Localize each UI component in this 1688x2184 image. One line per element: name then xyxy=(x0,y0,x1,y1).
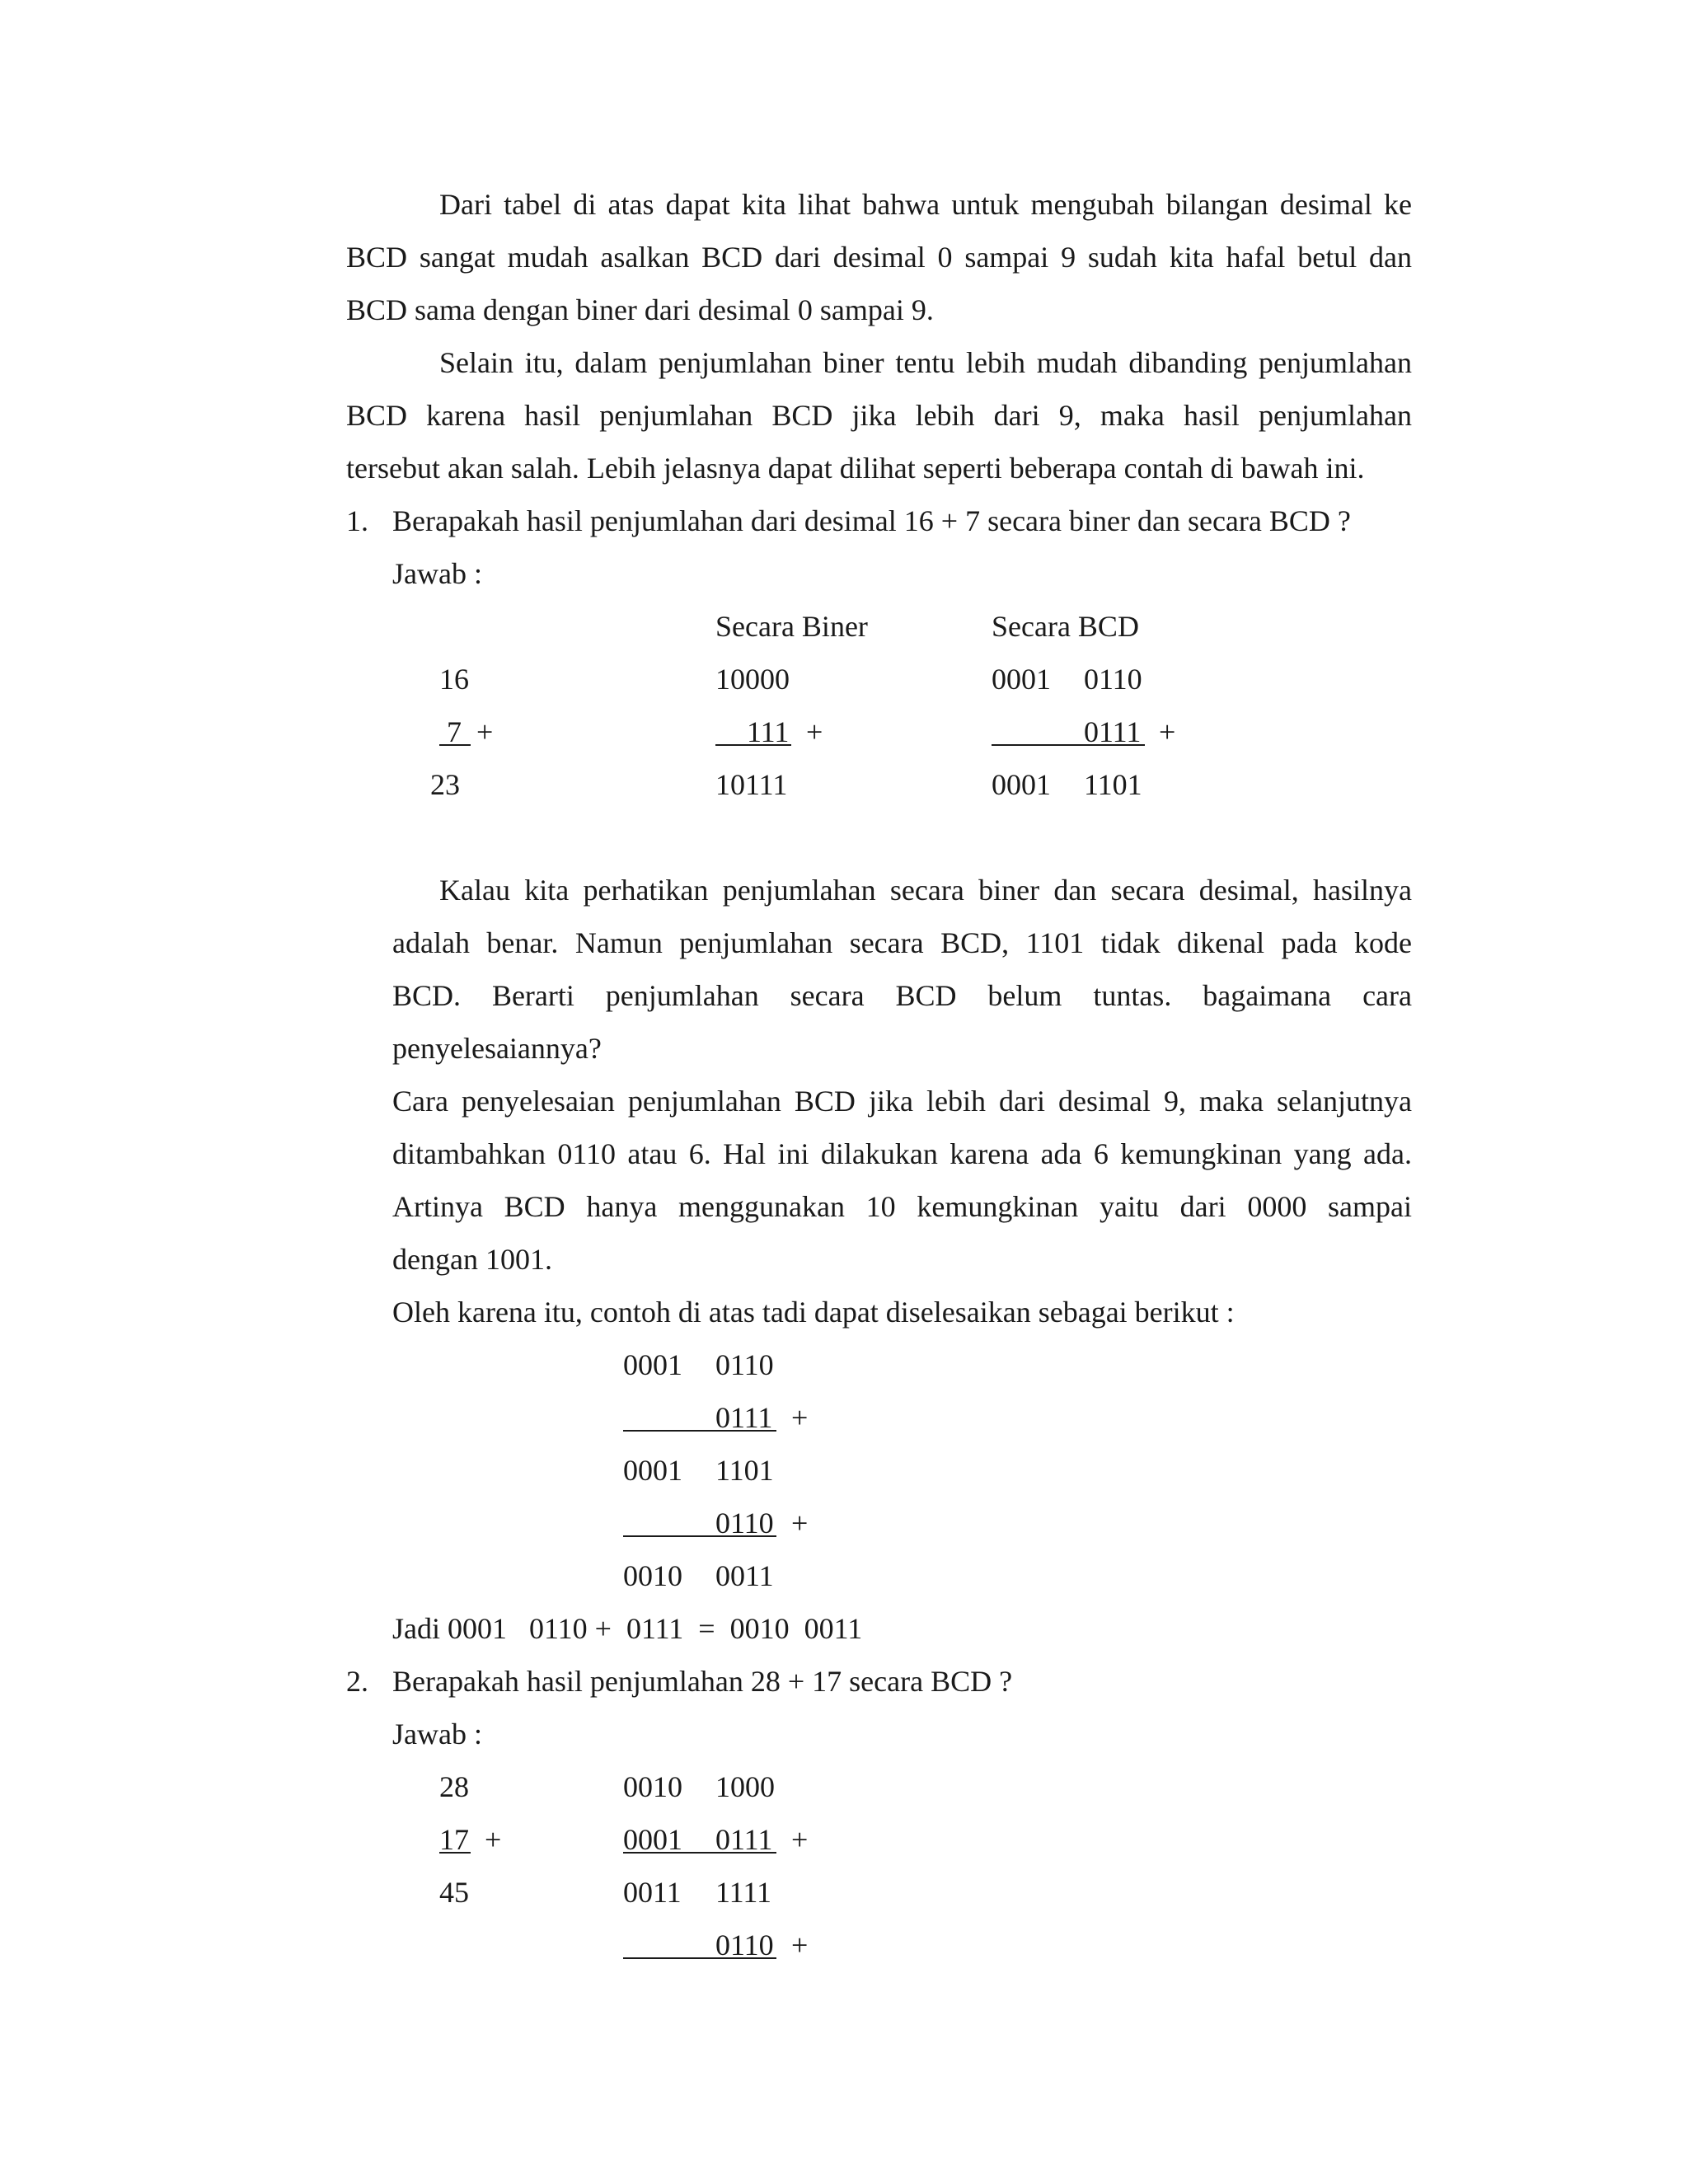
sol1-conclusion: Jadi 0001 0110 + 0111 = 0010 0011 xyxy=(392,1612,863,1645)
q2-bcd-3a: 0011 xyxy=(623,1876,682,1909)
q2-bcd-underline-2 xyxy=(623,1957,776,1959)
q2-bcd-underline-1 xyxy=(623,1852,776,1854)
sol1-row3a: 0001 xyxy=(623,1454,682,1487)
q1-decimal-2: 7 xyxy=(447,715,462,748)
q1-header-bcd: Secara BCD xyxy=(992,610,1139,643)
sol1-row5a: 0010 xyxy=(623,1559,682,1592)
explain-p2-line-3: Artinya BCD hanya menggunakan 10 kemungkinan yaitu dari 0000 sampai xyxy=(392,1190,1412,1223)
q2-decimal-1: 28 xyxy=(439,1770,469,1803)
explain-p2-line-4: dengan 1001. xyxy=(392,1243,552,1276)
q2-decimal-plus: + xyxy=(485,1823,502,1856)
q2-bcd-1b: 1000 xyxy=(715,1770,775,1803)
explain-p2-line-2: ditambahkan 0110 atau 6. Hal ini dilakukan karena ada 6 kemungkinan yang ada. xyxy=(392,1137,1412,1170)
q1-question: Berapakah hasil penjumlahan dari desimal 16 + 7 secara biner dan secara BCD ? xyxy=(392,504,1351,537)
intro-p2-line-3: tersebut akan salah. Lebih jelasnya dapat dilihat seperti beberapa contah di bawah ini. xyxy=(346,452,1365,485)
explain-p1-line-1: Kalau kita perhatikan penjumlahan secara biner dan secara desimal, hasilnya xyxy=(439,874,1412,907)
q1-bcd-3b: 1101 xyxy=(1084,768,1142,801)
intro-p2-line-2: BCD karena hasil penjumlahan BCD jika lebih dari 9, maka hasil penjumlahan xyxy=(346,399,1412,432)
q2-bcd-2b: 0111 xyxy=(715,1823,773,1856)
explain-p3: Oleh karena itu, contoh di atas tadi dapat diselesaikan sebagai berikut : xyxy=(392,1296,1235,1329)
q1-bcd-1a: 0001 xyxy=(992,663,1051,696)
sol1-plus-1: + xyxy=(791,1401,809,1434)
q1-bcd-underline xyxy=(992,744,1145,746)
sol1-row2b: 0111 xyxy=(715,1401,773,1434)
q1-bcd-plus: + xyxy=(1159,715,1176,748)
q1-header-binary: Secara Biner xyxy=(715,610,868,643)
explain-p1-line-3: BCD. Berarti penjumlahan secara BCD belum tuntas. bagaimana cara xyxy=(392,979,1412,1012)
q1-binary-2: 111 xyxy=(747,715,790,748)
sol1-row1b: 0110 xyxy=(715,1348,774,1381)
q2-decimal-underline xyxy=(439,1852,471,1854)
sol1-row4b: 0110 xyxy=(715,1507,774,1540)
q2-number: 2. xyxy=(346,1665,368,1698)
q1-binary-3: 10111 xyxy=(715,768,788,801)
explain-p1-line-4: penyelesaiannya? xyxy=(392,1032,602,1065)
q2-bcd-4b: 0110 xyxy=(715,1929,774,1961)
explain-p1-line-2: adalah benar. Namun penjumlahan secara BCD, 1101 tidak dikenal pada kode xyxy=(392,926,1412,959)
intro-p1-line-3: BCD sama dengan biner dari desimal 0 sampai 9. xyxy=(346,293,934,326)
q1-bcd-3a: 0001 xyxy=(992,768,1051,801)
intro-p2-line-1: Selain itu, dalam penjumlahan biner tentu lebih mudah dibanding penjumlahan xyxy=(439,346,1412,379)
q2-bcd-2a: 0001 xyxy=(623,1823,682,1856)
q2-bcd-plus-2: + xyxy=(791,1929,809,1961)
intro-p1-line-2: BCD sangat mudah asalkan BCD dari desimal 0 sampai 9 sudah kita hafal betul dan xyxy=(346,241,1412,274)
q2-bcd-plus-1: + xyxy=(791,1823,809,1856)
sol1-row5b: 0011 xyxy=(715,1559,774,1592)
q1-number: 1. xyxy=(346,504,368,537)
q1-bcd-2b: 0111 xyxy=(1084,715,1142,748)
q1-binary-1: 10000 xyxy=(715,663,790,696)
q1-decimal-underline xyxy=(439,744,471,746)
explain-p2-line-1: Cara penyelesaian penjumlahan BCD jika lebih dari desimal 9, maka selanjutnya xyxy=(392,1085,1412,1118)
q1-binary-plus: + xyxy=(806,715,823,748)
sol1-plus-2: + xyxy=(791,1507,809,1540)
q1-decimal-1: 16 xyxy=(439,663,469,696)
q2-bcd-1a: 0010 xyxy=(623,1770,682,1803)
sol1-underline-1 xyxy=(623,1430,776,1432)
q2-decimal-3: 45 xyxy=(439,1876,469,1909)
q1-decimal-plus: + xyxy=(476,715,494,748)
q2-bcd-3b: 1111 xyxy=(715,1876,771,1909)
sol1-underline-2 xyxy=(623,1535,776,1537)
q1-decimal-3: 23 xyxy=(430,768,460,801)
q2-decimal-2: 17 xyxy=(439,1823,469,1856)
q1-binary-underline xyxy=(715,744,791,746)
sol1-row3b: 1101 xyxy=(715,1454,774,1487)
q2-question: Berapakah hasil penjumlahan 28 + 17 secara BCD ? xyxy=(392,1665,1013,1698)
q1-bcd-1b: 0110 xyxy=(1084,663,1142,696)
q1-answer-label: Jawab : xyxy=(392,557,482,590)
sol1-row1a: 0001 xyxy=(623,1348,682,1381)
q2-answer-label: Jawab : xyxy=(392,1718,482,1750)
intro-p1-line-1: Dari tabel di atas dapat kita lihat bahwa untuk mengubah bilangan desimal ke xyxy=(439,188,1412,221)
